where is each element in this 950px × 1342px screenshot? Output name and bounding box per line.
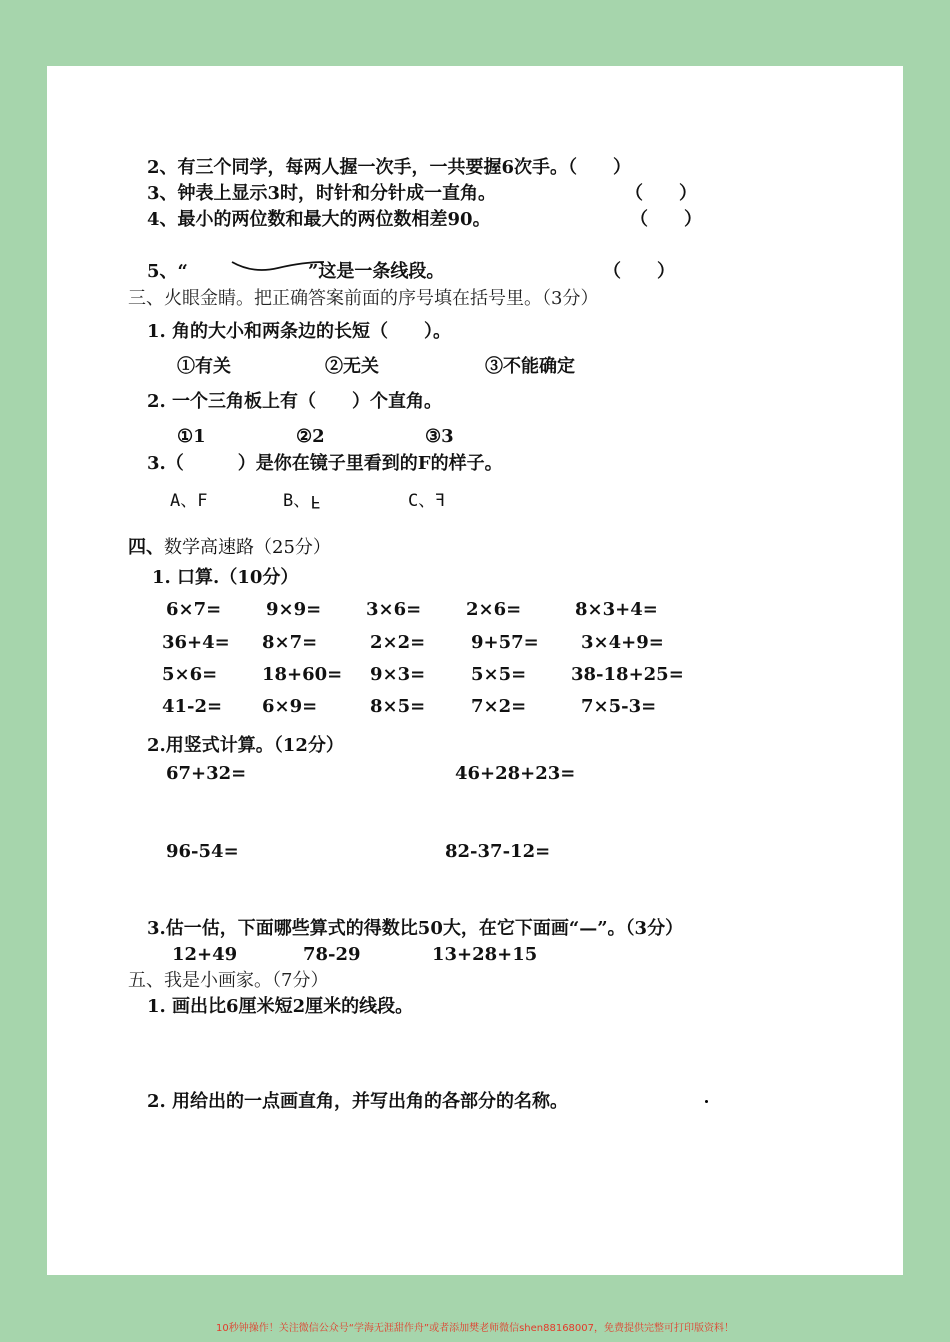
judge-q5-paren: （ ）	[603, 261, 675, 282]
oral-item: 7×5-3=	[581, 696, 657, 717]
judge-q2: 2、有三个同学，每两人握一次手，一共要握6次手。（ ）	[147, 157, 632, 178]
oral-item: 8×3+4=	[575, 599, 658, 620]
oral-item: 2×6=	[466, 599, 522, 620]
vertical-calc-item: 96-54=	[166, 841, 239, 862]
sec3-q3: 3.（ ）是你在镜子里看到的F的样子。	[147, 453, 503, 474]
judge-q3-paren: （ ）	[625, 183, 697, 204]
oral-item: 9×3=	[370, 664, 426, 685]
oral-item: 7×2=	[471, 696, 527, 717]
footer-promo: 10秒钟操作！关注微信公众号“学海无涯甜作舟”或者添加樊老师微信shen88168007，免费提供完整可打印版资料！	[215, 1323, 735, 1334]
oral-item: 6×9=	[262, 696, 318, 717]
vertical-calc-title: 2.用竖式计算。（12分）	[147, 735, 344, 756]
oral-item: 8×5=	[370, 696, 426, 717]
oral-item: 2×2=	[370, 632, 426, 653]
oral-item: 6×7=	[166, 599, 222, 620]
estimate-item: 78-29	[303, 944, 361, 965]
sec3-q3-option-b: B、F	[283, 491, 321, 511]
section-4-title: 四、数学高速路（25分）	[128, 537, 331, 558]
sec3-q1-option-2: ②无关	[325, 356, 379, 377]
oral-item: 38-18+25=	[571, 664, 684, 685]
oral-item: 5×6=	[162, 664, 218, 685]
sec3-q2: 2. 一个三角板上有（ ）个直角。	[147, 391, 443, 412]
sec5-q2: 2. 用给出的一点画直角，并写出角的各部分的名称。	[147, 1091, 569, 1112]
oral-calc-title: 1. 口算.（10分）	[152, 567, 299, 588]
oral-item: 9+57=	[471, 632, 539, 653]
vertical-calc-item: 67+32=	[166, 763, 247, 784]
vertical-calc-item: 82-37-12=	[445, 841, 551, 862]
section-3-title: 三、火眼金睛。把正确答案前面的序号填在括号里。（3分）	[128, 288, 599, 309]
sec3-q2-option-2: ②2	[296, 426, 325, 447]
judge-q5-prefix: 5、“	[147, 261, 188, 282]
oral-item: 3×4+9=	[581, 632, 664, 653]
estimate-item: 12+49	[172, 944, 238, 965]
sec5-q1: 1. 画出比6厘米短2厘米的线段。	[147, 996, 414, 1017]
judge-q5-suffix: ”这是一条线段。	[308, 261, 445, 282]
section-5-title: 五、我是小画家。（7分）	[128, 970, 329, 991]
given-point	[705, 1100, 708, 1103]
estimate-item: 13+28+15	[432, 944, 538, 965]
oral-item: 41-2=	[162, 696, 223, 717]
oral-item: 3×6=	[366, 599, 422, 620]
estimate-title: 3.估一估，下面哪些算式的得数比50大，在它下面画“—”。（3分）	[147, 918, 684, 939]
sec3-q1-option-1: ①有关	[177, 356, 231, 377]
sec3-q3-option-c: C、F	[408, 491, 446, 511]
sec3-q2-option-1: ①1	[177, 426, 206, 447]
vertical-calc-item: 46+28+23=	[455, 763, 576, 784]
oral-item: 5×5=	[471, 664, 527, 685]
oral-item: 18+60=	[262, 664, 343, 685]
oral-item: 8×7=	[262, 632, 318, 653]
sec3-q1: 1. 角的大小和两条边的长短（ ）。	[147, 321, 452, 342]
sec3-q3-option-a: A、F	[170, 491, 208, 511]
judge-q3: 3、钟表上显示3时，时针和分针成一直角。	[147, 183, 497, 204]
judge-q4-paren: （ ）	[630, 209, 702, 230]
sec3-q1-option-3: ③不能确定	[485, 356, 575, 377]
judge-q4: 4、最小的两位数和最大的两位数相差90。	[147, 209, 491, 230]
oral-item: 36+4=	[162, 632, 230, 653]
sec3-q2-option-3: ③3	[425, 426, 454, 447]
oral-item: 9×9=	[266, 599, 322, 620]
